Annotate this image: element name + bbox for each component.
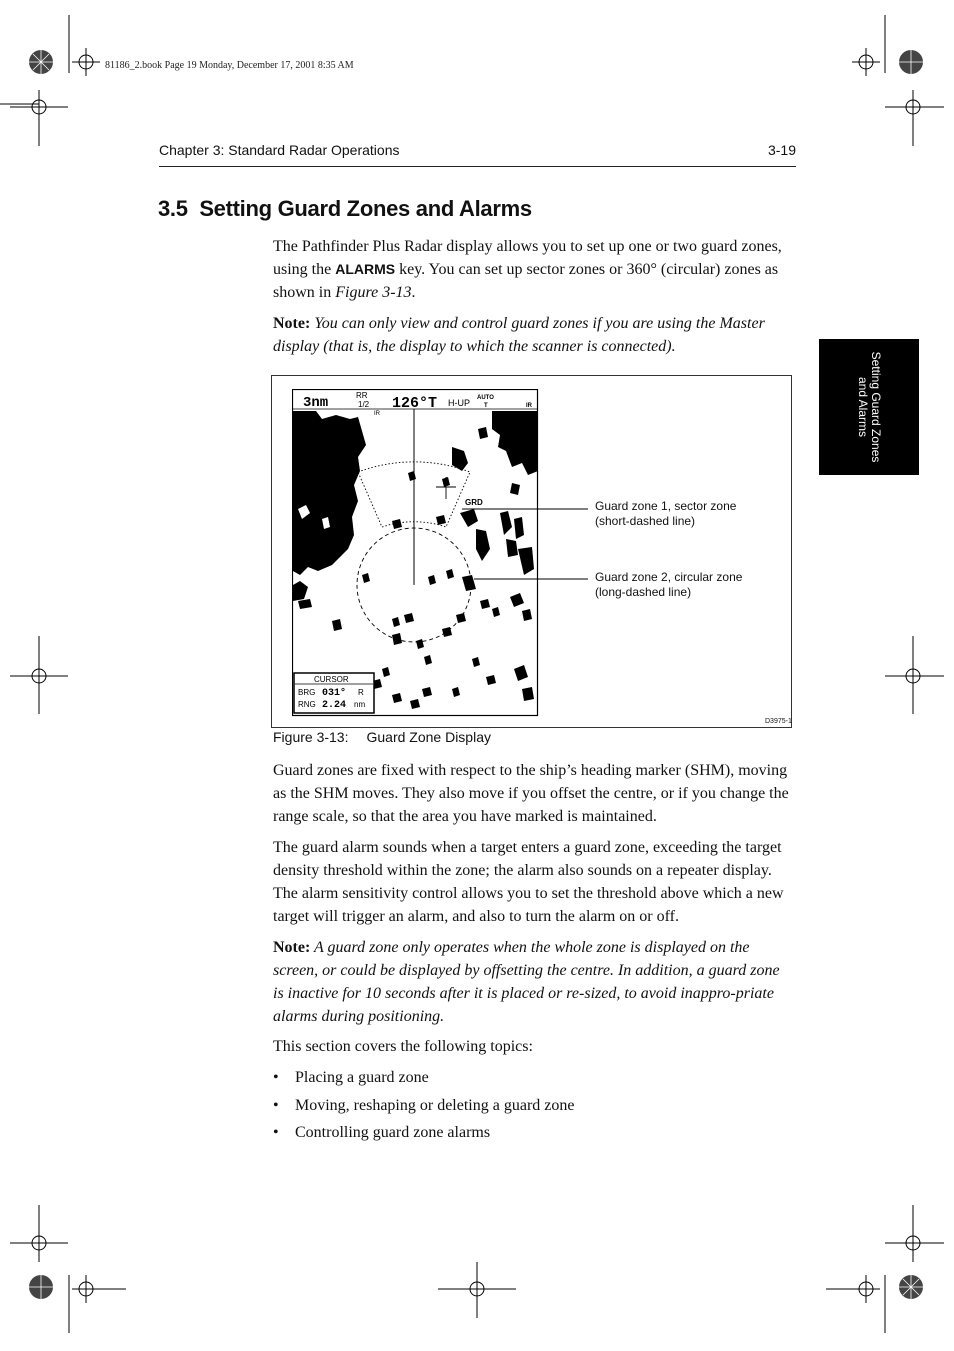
radar-grd-label: GRD bbox=[465, 498, 483, 507]
chapter-title: Chapter 3: Standard Radar Operations bbox=[159, 142, 400, 158]
cursor-readout bbox=[294, 673, 374, 713]
intro-paragraph: The Pathfinder Plus Radar display allows you to set up one or two guard zones, using the ALARMS key. You can set up sector zones or 360° (circular) zones as shown in Figure 3-13. bbox=[273, 238, 782, 301]
list-item: • Moving, reshaping or deleting a guard zone bbox=[273, 1094, 793, 1122]
brg-value: 031° bbox=[322, 688, 347, 699]
radar-ir-small: IR bbox=[374, 411, 380, 417]
radar-ir: IR bbox=[526, 403, 532, 409]
radar-auto: AUTO bbox=[477, 395, 494, 401]
callout-guard-zone-1: Guard zone 1, sector zone (short-dashed line) bbox=[595, 499, 737, 528]
figure-caption bbox=[273, 729, 491, 745]
radar-rr-value: 1/2 bbox=[358, 400, 370, 409]
rng-label: RNG bbox=[298, 700, 316, 709]
cursor-title: CURSOR bbox=[314, 675, 349, 684]
list-item: • Placing a guard zone bbox=[273, 1066, 793, 1094]
header-rule bbox=[159, 166, 796, 167]
page-number: 3-19 bbox=[767, 142, 796, 158]
side-tab-line2: and Alarms bbox=[856, 376, 870, 438]
topics-list bbox=[273, 1066, 793, 1149]
side-thumb-tab bbox=[819, 339, 919, 475]
radar-mode: H-UP bbox=[448, 398, 470, 408]
radar-heading: 126°T bbox=[392, 395, 438, 412]
radar-t: T bbox=[484, 403, 488, 409]
print-info: 81186_2.book Page 19 Monday, December 17, 2001 8:35 AM bbox=[105, 60, 354, 71]
figure-reference: Figure 3-13 bbox=[335, 284, 412, 301]
paragraph-guard-alarm: The guard alarm sounds when a target enters a guard zone, exceeding the target density threshold within the zone; the alarm also sounds on a repeater display. The alarm sensitivity control allows you to set the threshold above which a new target will trigger an alarm, and also to turn the alarm on or off. bbox=[273, 839, 784, 925]
section-number: 3.5 bbox=[158, 196, 188, 221]
brg-ref: R bbox=[358, 688, 364, 697]
radar-range: 3nm bbox=[303, 395, 329, 411]
callout-guard-zone-2: Guard zone 2, circular zone (long-dashed line) bbox=[595, 570, 743, 599]
alarms-key: ALARMS bbox=[335, 261, 396, 277]
note-2: Note: A guard zone only operates when the whole zone is displayed on the screen, or could be displayed by offsetting the centre. In addition, a guard zone is inactive for 10 seconds after it is placed or re-sized, to avoid inappro-priate alarms during positioning. bbox=[273, 939, 780, 1025]
callout-leaders bbox=[440, 500, 600, 590]
figure-caption-text: Guard Zone Display bbox=[366, 729, 491, 745]
radar-rr: RR bbox=[356, 391, 368, 400]
figure-caption-label: Figure 3-13: bbox=[273, 729, 349, 745]
rng-value: 2.24 bbox=[322, 700, 347, 711]
section-title bbox=[158, 196, 532, 222]
rng-unit: nm bbox=[354, 700, 366, 709]
paragraph-shm: Guard zones are fixed with respect to the ship’s heading marker (SHM), moving as the SHM moves. They also move if you offset the centre, or if you change the range scale, so that the area you have marked is maintained. bbox=[273, 762, 789, 825]
note-1: Note: You can only view and control guard zones if you are using the Master display (that is, the display to which the scanner is connected). bbox=[273, 315, 765, 355]
figure-id: D3975-1 bbox=[765, 718, 792, 725]
brg-label: BRG bbox=[298, 688, 316, 697]
section-heading: Setting Guard Zones and Alarms bbox=[199, 196, 532, 221]
side-tab-line1: Setting Guard Zones bbox=[869, 351, 883, 463]
list-item: • Controlling guard zone alarms bbox=[273, 1121, 793, 1149]
paragraph-topics-intro: This section covers the following topics: bbox=[273, 1038, 533, 1055]
